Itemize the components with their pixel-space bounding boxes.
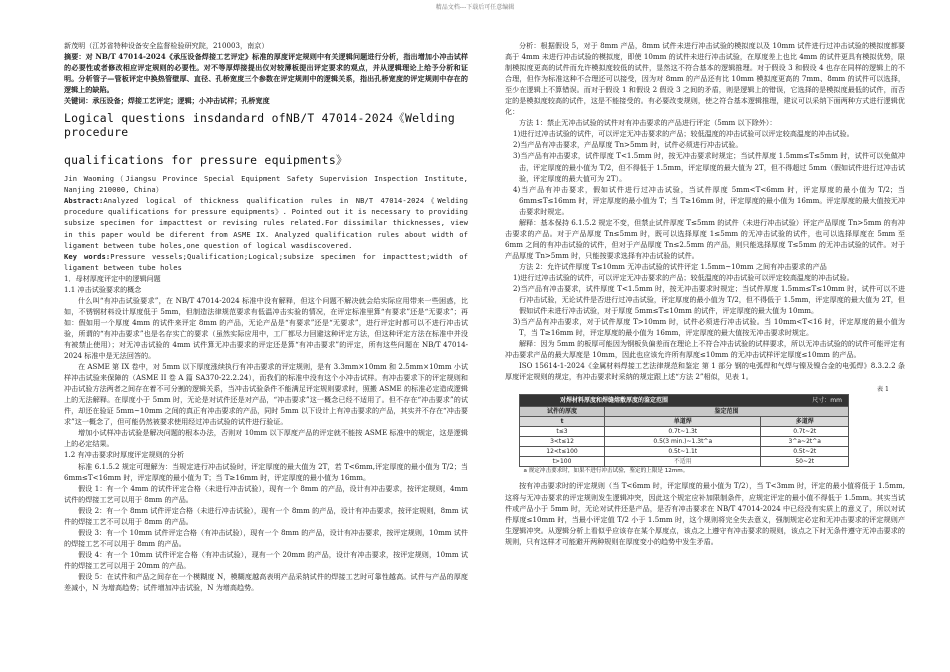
table-header-range: 鉴定范围 <box>605 407 849 417</box>
method-1-item: 4)当产品有冲击要求，假如试件进行过冲击试验，当试件厚度 5mm<T<6mm 时，评定厚度的最小值为 T/2；当 6mm≤T≤16mm 时，评定厚度的最小值为 T；当 T≥16mm 时，评定厚度的最小值为 16mm。评定厚度的最大值按无冲击要求时规定。 <box>513 184 905 216</box>
analysis-paragraph: 分析：根据假设 5，对于 8mm 产品，8mm 试件未进行冲击试验的模拟度以及 10mm 试件进行过冲击试验的模拟度都要高于 4mm 未进行冲击试验的模拟度，即使 10mm 的试件未进行冲击试验，在厚度差上也比 4mm 的试件更具有模拟优势，限制模拟度更高的试件而允许模拟度较低的试件，显然这不符合基本的逻辑推理。对于假设 3 和假设 4 也存在同样的逻辑上的不合理，但作为标准这种不合理还可以接受，因为对 8mm 的产品还有比 10mm 模拟度更高的 7mm、8mm 的试件可以选择，至少在逻辑上不算错误。而对于假设 1 和假设 2 假设 3 之间的矛盾，则是逻辑上的错误，它选择的是模拟度最低的试件，而否定的是模拟度较高的试件，这是不能接受的。有必要改变规则，使之符合基本逻辑推理，建议可以采纳下面两种方式进行逻辑优化： <box>505 41 905 117</box>
table-note: a 规定冲击要求时，如果不进行冲击试验，鉴定的上限是 12mm。 <box>523 468 689 475</box>
keywords-en-label: Key words: <box>64 251 111 261</box>
table-cell: 0.5t~2t <box>761 447 849 457</box>
table-cell: 0.7t~2t <box>761 427 849 437</box>
table-cell: 0.5t~1.1t <box>605 447 761 457</box>
table-row <box>520 457 849 467</box>
title-en-line2: qualifications for pressure equipments》 <box>64 153 348 168</box>
author-en: Jin Waoming（Jiangsu Province Special Equipment Safety Supervision Inspection Institute, Nanjing 210000, China） <box>64 174 468 195</box>
table-header-single: 单道焊 <box>605 417 761 427</box>
table-header-thickness: 试件的厚度 <box>520 407 605 417</box>
keywords-en-text: Pressure vessels;Qualification;Logical;subsize specimen for impacttest;width of ligament between tube holes <box>64 251 468 272</box>
final-paragraph: 按有冲击要求时的评定规则（当 T<6mm 时，评定厚度的最小值为 T/2），当 T<3mm 时，评定的最小值将低于 1.5mm,这将与无冲击要求的评定规则发生逻辑冲突，因此这个规定应补加限制条件，应规定评定的最小值不得低于 1.5mm。其实当试件或产品小于 5mm 时，无论对试件还是产品，是否有冲击要求在 NB/T 47014-2024 中已经没有实质上的意义了，所以对试件厚度≤10mm 时，当最小评定值 T/2 小于 1.5mm 时，这个规则将完全失去意义，强制规定必定和无冲击要求的评定规则产生逻辑冲突。从逻辑分析上看似乎应该存在某个厚度点，该点之上遵守有冲击要求的规则，该点之下时无条件遵守无冲击要求的规则，只有这样才可能避开两种规则在厚度变小的趋势中发生矛盾。 <box>505 481 905 546</box>
section-1-2-heading: 1.2 有冲击要求时厚度评定规则的分析 <box>64 450 184 460</box>
table-cell: 12<t≤100 <box>520 447 605 457</box>
iso-paragraph: ISO 15614-1-2024《金属材料焊接工艺法律规范和鉴定 第 1 部分 钢的电弧焊和气焊与镍及镍合金的电弧焊》8.3.2.2 条厚度评定规则的规定，有冲击要求时采纳的规定跟上述“方法 2”相似，见表 1。 <box>505 361 905 382</box>
keywords-text: 承压设备；焊接工艺评定；逻辑；小冲击试样；孔桥宽度 <box>92 96 270 106</box>
abstract-text: 对 NB/T 47014-2024《承压设备焊接工艺评定》标准的厚度评定规则中有关逻辑问题进行分析，指出增加小冲击试样的必要性或者修改相应评定规则的必要性。对不等厚焊接提出仪对较薄板提出评定要求的观点，并从逻辑理论上给予分析和证明。分析管子—管板评定中换热管壁厚、直径、孔桥宽度三个参数在评定规则中的逻辑关系，指出孔桥宽度的评定规则中存在的逻辑上的缺陷。 <box>64 52 468 95</box>
method-2-item: 3)当产品有冲击要求，对于试件厚度 T>10mm 时，试件必须进行冲击试验。当 10mm<T<16 时，评定厚度的最小值为 T，当 T≥16mm 时，评定厚度的最小值为 16mm，评定厚度的最大值按无冲击要求时规定。 <box>513 317 905 338</box>
explanation-2: 解释：因为 5mm 的板厚可能因为钢板负偏差而在理论上不符合冲击试验的试样要求，所以无冲击试验的的试件可能评定有冲击要求产品的最大厚度是 10mm，因此也应该允许所有厚度≤10mm 的无冲击试样评定厚度≤10mm 的产品。 <box>505 339 905 360</box>
paragraph: 标准 6.1.5.2 规定可理解为：当规定进行冲击试验时，评定厚度的最大值为 2T，若 T<6mm,评定厚度的最小值为 T/2；当 6mm≤T<16mm 时，评定厚度的最小值为 T；当 T≥16mm 时，评定厚度的最小值为 16mm。 <box>64 461 468 482</box>
assumption-4: 假设 4：有一个 10mm 试件评定合格（有冲击试验），现有一个 20mm 的产品，设计有冲击要求，按评定规则，10mm 试件的焊接工艺可以用于 20mm 的产品。 <box>64 549 468 570</box>
table-cell: t>100 <box>520 457 605 467</box>
method-1-item: 1)进行过冲击试验的试件，可以评定无冲击要求的产品；较低温度的冲击试验可以评定较高温度的冲击试验。 <box>513 129 854 139</box>
abstract-label: 摘要： <box>64 52 86 62</box>
paragraph: 在 ASME 第 IX 卷中，对 5mm 以下厚度涨续执行有冲击要求的评定规则，是有 3.3mm×10mm 和 2.5mm×10mm 小试样冲击试验来保障的（ASME II 卷 A 篇 SA370-22.2.24），而我们的标准中没有这个小冲击试样。有冲击要求下的评定规则和冲击试验方法两者之间存在着不可分割的逻辑关系，当冲击试验条件不能满足评定规则要求时，照搬 ASME 的标准必定造成逻辑上的无法解释。在厚度小于 5mm 时，无论是对试件还是对产品，“冲击要求”这一概念已经不适用了。但不存在“冲击要求”的试件，却还在验证 5mm~10mm 之间的真正有冲击要求的产品，同时 5mm 以下设计上有冲击要求的产品，其实并不存在“冲击要求”这一概念了，但可能仍然被要求使用经过冲击试验的试件进行验证。 <box>64 362 468 427</box>
abstract-en-text: Analyzed logical of thickness qualification rules in NB/T 47014-2024《Welding procedure qualifications for pressure equipments》. Pointed out it is necessary to providing subsize specimen for impacttest or revising rules related.For dissimilar thicknesses, view in this paper would be diferent from ASME IX. Analyzed qualification rules about width of ligament between tube holes,one question of logical wasdiscovered. <box>64 196 468 250</box>
right-column <box>505 40 905 666</box>
method-1-item: 2)当产品有冲击要求，产品厚度 Tn>5mm 时，试件必须进行冲击试验。 <box>513 140 743 150</box>
title-en-line1: Logical questions insdandard ofNB/T 47014-2024《Welding procedure <box>64 111 456 140</box>
method-2-item: 2)当产品有冲击要求，试件厚度 T<1.5mm 时，按无冲击要求时规定；当试件厚度 1.5mm≤T≤10mm 时，试件可以不进行冲击试验，无论试件是否进行过冲击试验，评定厚度的最小值为 T/2，但不得低于 1.5mm，评定厚度的最大值为 2T，但假如试件未进行冲击试验，对于厚度 5mm≤T≤10mm 的试件，评定厚度的最大值为 10mm。 <box>513 284 905 316</box>
assumption-5: 假设 5：在试件和产品之间存在一个模糊度 N，模糊度越高表明产品采纳试件的焊接工艺时可靠性越高。试件与产品的厚度差减小，N 为增高趋势；试件增加冲击试验，N 为增高趋势。 <box>64 571 468 593</box>
table-cell: 不适用 <box>605 457 761 467</box>
table-cell: 0.5(3 min.)~1.3t^a <box>605 437 761 447</box>
table-title <box>520 395 849 407</box>
qualification-range-table <box>519 394 849 476</box>
abstract-cn <box>64 51 468 95</box>
assumption-3: 假设 3：有一个 10mm 试件评定合格（有冲击试验），现有一个 8mm 的产品，设计有冲击要求，按评定规则，10mm 试件的焊接工艺不可以用于 8mm 的产品。 <box>64 527 468 548</box>
method-1-item: 3)当产品有冲击要求，试件厚度 T<1.5mm 时，按无冲击要求时规定；当试件厚度 1.5mm≤T≤5mm 时，试件可以免做冲击，评定厚度的最小值为 T/2，但不得低于 1.5mm，评定厚度的最大值为 2T，但不得超过 5mm（假如试件进行过冲击试验，评定厚度的最大值可为 2T）。 <box>513 151 905 183</box>
method-2-title: 方法 2：允许试件厚度 T≤10mm 无冲击试验的试件评定 1.5mm~10mm 之间有冲击要求的产品 <box>519 261 827 271</box>
method-1-title: 方法 1：禁止无冲击试验的试件对有冲击要求的产品进行评定（5mm 以下除外）： <box>519 118 777 128</box>
keywords-label: 关键词： <box>64 96 93 106</box>
abstract-en-label: Abstract: <box>64 196 104 206</box>
author-cn: 新茂明（江苏省特种设备安全监督检验研究院，210003，南京） <box>64 41 269 50</box>
paragraph: 增加小试样冲击试验是解决问题的根本办法，否则对 10mm 以下厚度产品的评定就不能按 ASME 标准中的规定，这是逻辑上的必定结果。 <box>64 428 468 449</box>
table-row <box>520 427 849 437</box>
table-unit: 尺寸：mm <box>812 397 842 405</box>
paragraph: 什么叫“有冲击试验要求”，在 NB/T 47014-2024 标准中没有解释，但这个问题不解决就会给实际应用带来一些困惑，比如，不锈钢材料设计厚度低于 5mm，但制造法律规范要求有低温冲击实验的情况，在评定标准里算“有要求”还是“无要求”；再如：假如用一个厚度 4mm 的试件来评定 8mm 的产品，无论产品是“有要求”还是“无要求”，进行评定时都可以不进行冲击试验，所谓的“有冲击要求”也是名存实亡的要求（虽然实际应用中，工厂都尽力回避这种评定方法，但这种评定方法在标准中并没有被禁止使用）；对无冲击试验的 4mm 试件算无冲击要求的评定还是算“有冲击要求”的评定，所有这些问题在 NB/T 47014-2024 标准中是无法回答的。 <box>64 295 468 361</box>
table-header-multi: 多道焊 <box>761 417 849 427</box>
abstract-en <box>64 195 468 250</box>
left-column <box>64 40 468 666</box>
table-row <box>520 447 849 457</box>
table-cell: t≤3 <box>520 427 605 437</box>
assumption-2: 假设 2：有一个 8mm 试件评定合格（未进行冲击试验），现有一个 8mm 的产品，设计有冲击要求，按评定规则，8mm 试件的焊接工艺不可以用于 8mm 的产品。 <box>64 505 468 526</box>
section-1-1-heading: 1.1 冲击试验要求的概念 <box>64 284 142 294</box>
table-1 <box>505 386 905 476</box>
assumption-1: 假设 1：有一个 4mm 的试件评定合格（未进行冲击试验），现有一个 8mm 的产品，设计有冲击要求，按评定规则，4mm 试件的焊接工艺可以用于 8mm 的产品。 <box>64 483 468 504</box>
table-cell: 50~2t <box>761 457 849 467</box>
table-title-text: 对焊材料厚度和焊缝熔敷厚度的鉴定范围 <box>560 397 669 405</box>
section-1-heading: 1．母材厚度评定中的逻辑问题 <box>64 273 161 283</box>
table-row <box>520 437 849 447</box>
table-caption: 表 1 <box>876 386 889 394</box>
table-cell: 3^a~2t^a <box>761 437 849 447</box>
table-header-t: t <box>520 417 605 427</box>
explanation-1: 解释：基本保持 6.1.5.2 规定不变，但禁止试件厚度 T≤5mm 的试件（未进行冲击试验）评定产品厚度 Tn>5mm 的有冲击要求的产品。对于产品厚度 Tn≤5mm 时，既可以选择厚度 1≤5mm 的无冲击试验的试件，也可以选择厚度在 5mm 至 6mm 之间的有冲击试验的试件，但对于产品厚度 Tn≤2.5mm 的产品，则只能选择厚度 T≤5mm 的无冲击试验的试件。对于产品厚度 Tn>5mm 时，只能按要求选择有冲击试验的试件。 <box>505 217 905 260</box>
table-cell: 3<t≤12 <box>520 437 605 447</box>
method-2-item: 1)进行过冲击试验的试件，可以评定无冲击要求的产品；较低温度的冲击试验可以评定较高温度的冲击试验。 <box>513 272 854 282</box>
table-cell: 0.7t~1.3t <box>605 427 761 437</box>
keywords-en <box>64 251 468 273</box>
keywords-cn <box>64 95 468 106</box>
page-header: 精品文档---下载后可任意编辑 <box>435 4 515 11</box>
